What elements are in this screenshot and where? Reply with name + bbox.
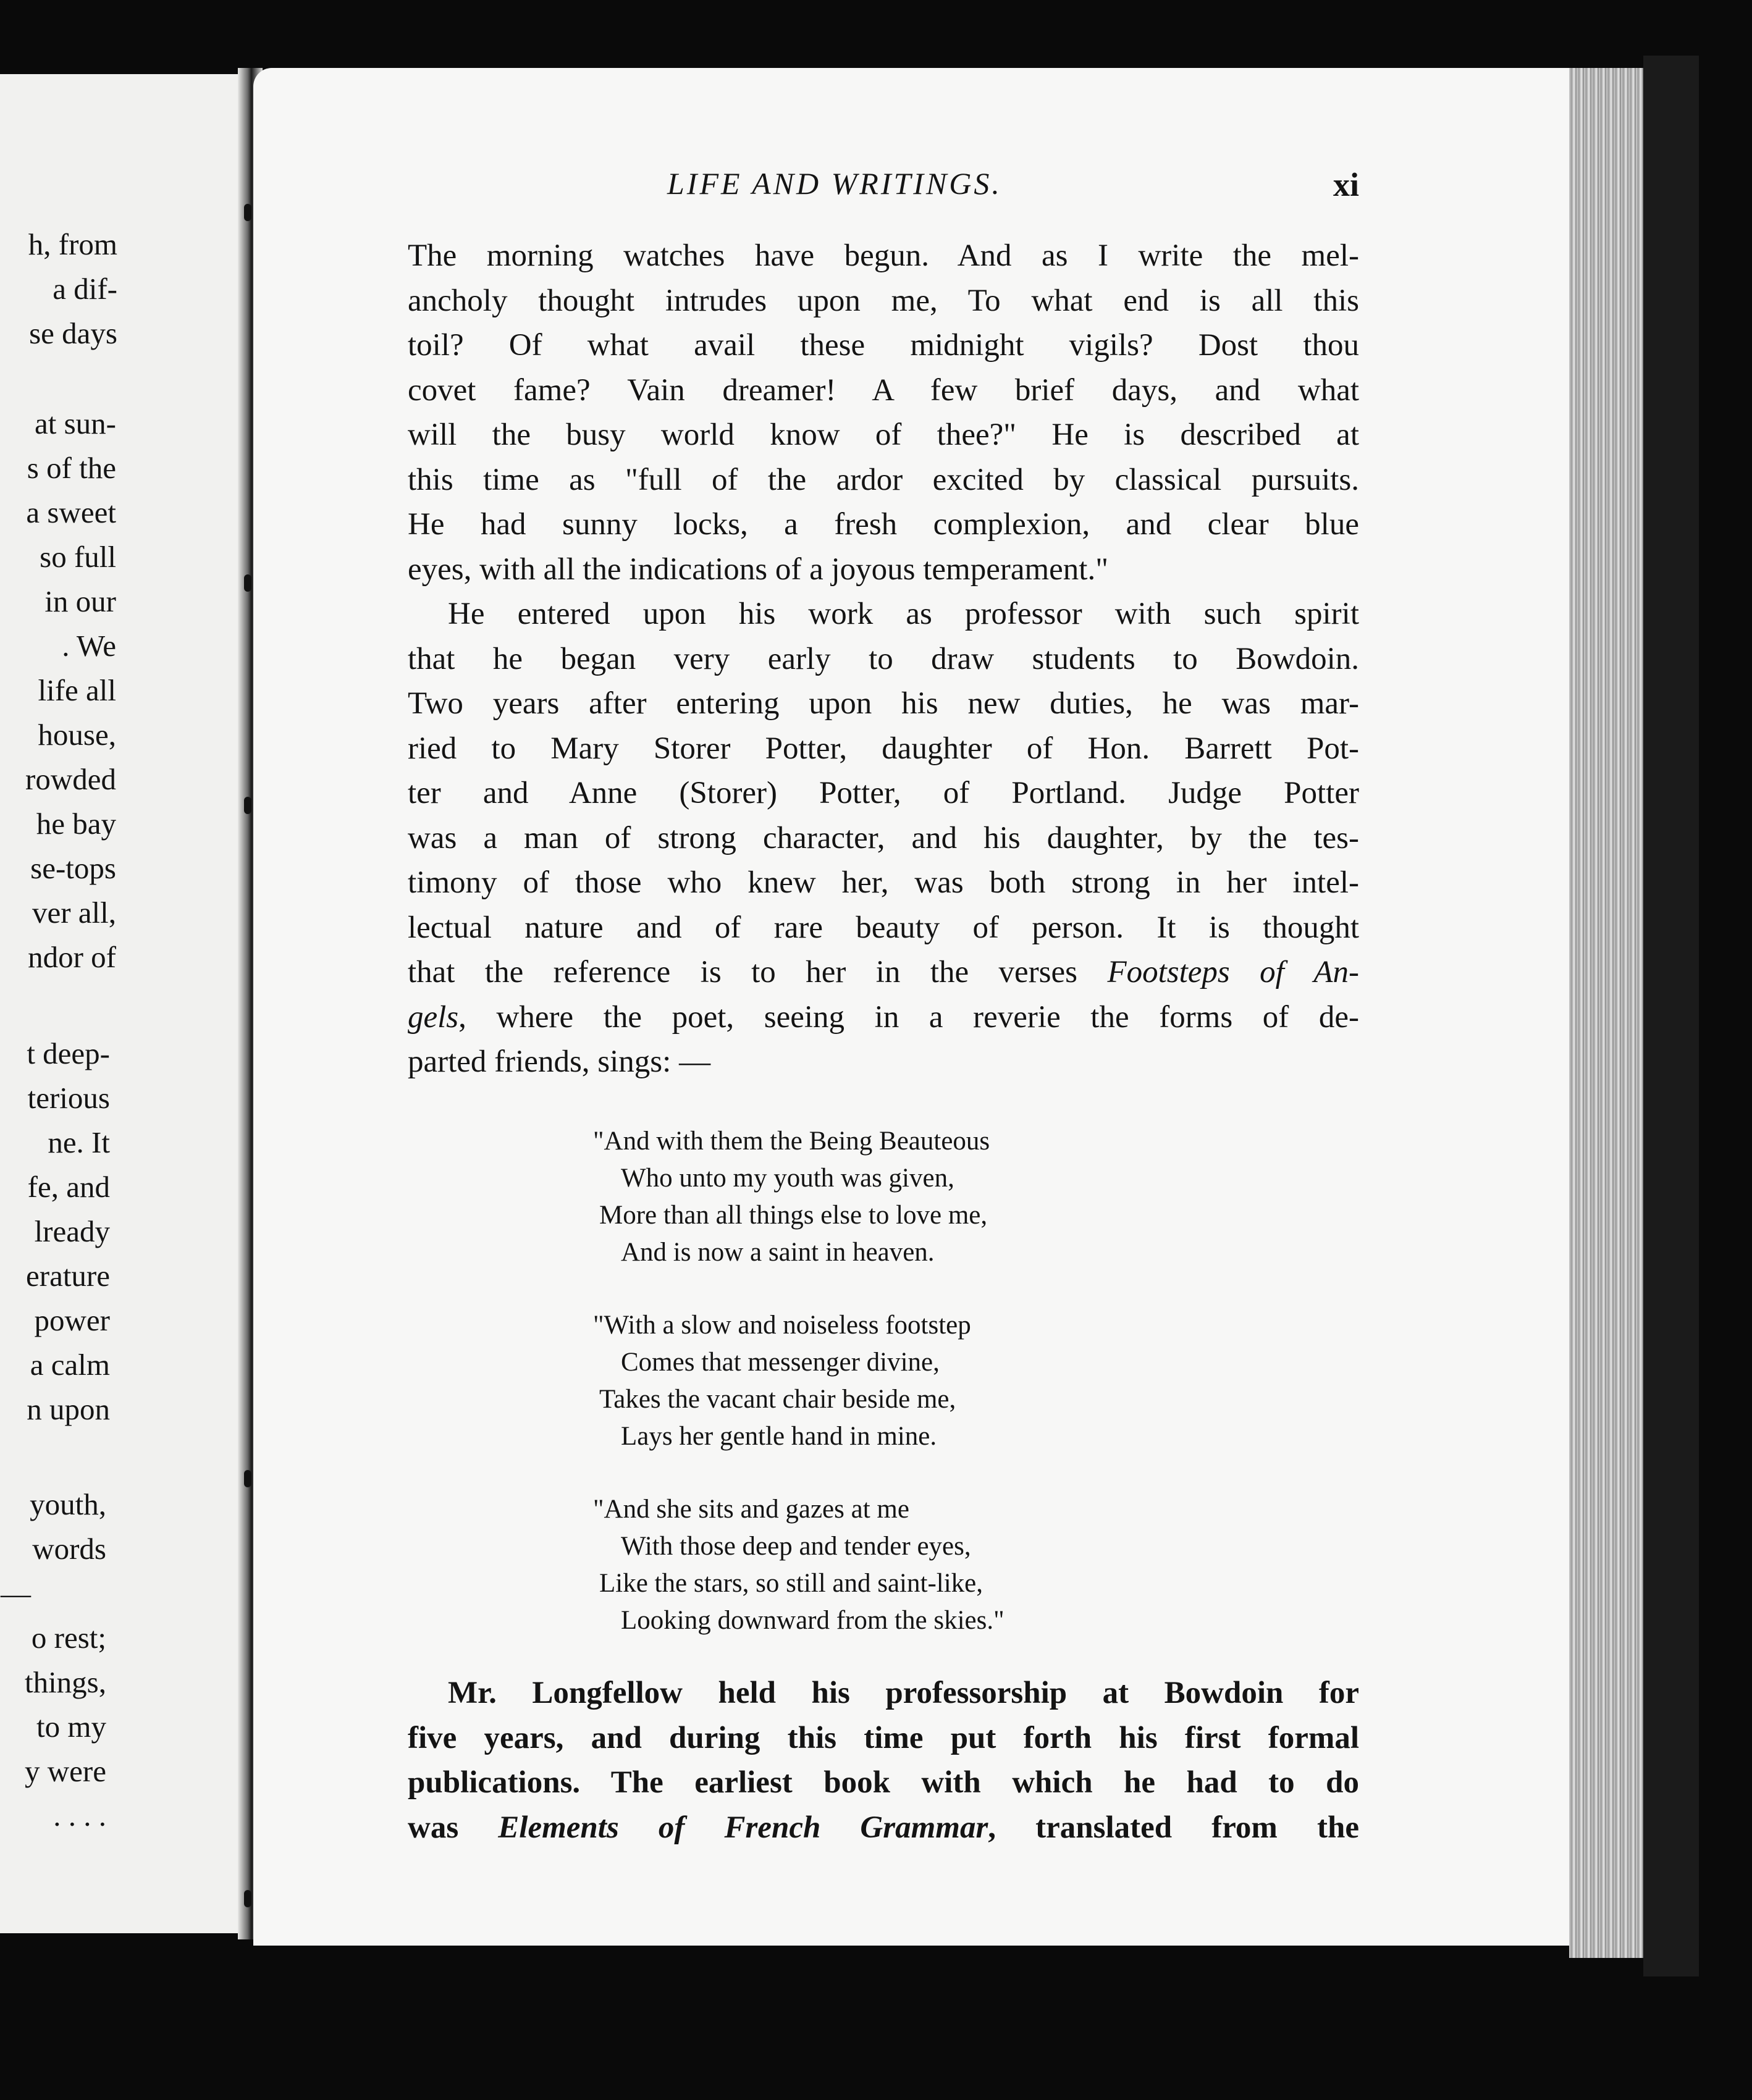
poem-line: Who unto my youth was given,	[621, 1164, 954, 1193]
page-block-edge	[1569, 68, 1643, 1958]
paragraph-1	[408, 233, 1359, 592]
left-page-line: at sun-	[35, 406, 116, 440]
paragraph-2	[408, 592, 1359, 1085]
left-page-line: se days	[29, 316, 117, 350]
left-page-line: he bay	[36, 807, 116, 841]
binding-thread-mark	[244, 797, 251, 814]
paragraph-3	[408, 1671, 1359, 1850]
book-cover-edge	[1643, 56, 1699, 1976]
poem-quotation	[593, 1123, 1211, 1675]
left-page-line: words	[32, 1532, 106, 1566]
text-line: parted friends, sings: —	[408, 1044, 711, 1079]
left-page-line: h, from	[28, 227, 117, 261]
left-page-line: fe, and	[27, 1170, 110, 1204]
left-page-line: ver all,	[32, 896, 116, 930]
left-page-line: a calm	[30, 1348, 110, 1382]
text-line: was Elements of French Grammar, translated from the	[408, 1810, 1359, 1845]
left-page-line: so full	[40, 540, 116, 574]
text-line: The morning watches have begun. And as I write the mel-	[408, 238, 1359, 273]
left-page-line: a dif-	[53, 272, 117, 306]
left-page-line: ndor of	[28, 940, 116, 974]
left-page-line: . . . .	[53, 1799, 106, 1833]
left-page-line: erature	[26, 1259, 110, 1293]
poem-stanza-1	[593, 1123, 1211, 1271]
running-head: LIFE AND WRITINGS.	[667, 166, 1002, 201]
left-page-line: n upon	[27, 1392, 110, 1426]
left-page-line: . We	[62, 629, 116, 663]
text-line: ried to Mary Storer Potter, daughter of Hon. Barrett Pot-	[408, 731, 1359, 766]
text-line: He entered upon his work as professor with such spirit	[448, 597, 1359, 631]
left-page-line: youth,	[30, 1487, 106, 1521]
left-page-line: se-tops	[30, 851, 116, 885]
poem-line: "And with them the Being Beauteous	[593, 1127, 990, 1156]
binding-thread-mark	[244, 204, 251, 221]
page-header	[408, 166, 1359, 215]
text-line: this time as "full of the ardor excited by classical pursuits.	[408, 462, 1359, 497]
poem-line: "And she sits and gazes at me	[593, 1495, 909, 1524]
binding-thread-mark	[244, 1470, 251, 1487]
left-page-line: terious	[27, 1081, 110, 1115]
page-number: xi	[1333, 166, 1359, 203]
left-page-line: power	[34, 1303, 110, 1337]
left-page-line: in our	[44, 584, 116, 618]
left-page-line: life all	[38, 673, 116, 707]
text-line: Two years after entering upon his new duties, he was mar-	[408, 686, 1359, 721]
poem-line: Looking downward from the skies."	[621, 1606, 1004, 1635]
text-line: He had sunny locks, a fresh complexion, and clear blue	[408, 507, 1359, 542]
text-line: gels, where the poet, seeing in a reverie the forms of de-	[408, 999, 1359, 1035]
poem-line: And is now a saint in heaven.	[621, 1238, 935, 1267]
poem-line: Like the stars, so still and saint-like,	[599, 1569, 983, 1598]
left-page-line: t deep-	[27, 1036, 110, 1070]
text-line: ancholy thought intrudes upon me, To what end is all this	[408, 283, 1359, 318]
left-page-line: to my	[36, 1710, 106, 1744]
poem-stanza-3	[593, 1491, 1211, 1639]
text-line: five years, and during this time put forth his first formal	[408, 1720, 1359, 1755]
left-page-line: lready	[34, 1214, 110, 1248]
poem-line: Comes that messenger divine,	[621, 1348, 940, 1377]
left-page-line: y were	[25, 1754, 106, 1788]
binding-thread-mark	[244, 574, 251, 592]
left-page-line: things,	[24, 1665, 106, 1699]
text-line: that the reference is to her in the verses Footsteps of An-	[408, 955, 1359, 989]
body-text	[408, 233, 1359, 1085]
poem-line: "With a slow and noiseless footstep	[593, 1311, 971, 1340]
text-line: will the busy world know of thee?" He is described at	[408, 418, 1359, 452]
text-line: ter and Anne (Storer) Potter, of Portland. Judge Potter	[408, 776, 1359, 810]
text-line: that he began very early to draw students to Bowdoin.	[408, 641, 1359, 676]
left-page-line: a sweet	[26, 495, 116, 529]
left-page-line: rowded	[25, 762, 116, 796]
text-line: toil? Of what avail these midnight vigils? Dost thou	[408, 328, 1359, 363]
binding-thread-mark	[244, 1890, 251, 1907]
left-page-line: —	[1, 1576, 31, 1610]
poem-line: Lays her gentle hand in mine.	[621, 1422, 937, 1451]
text-line: covet fame? Vain dreamer! A few brief days, and what	[408, 372, 1359, 408]
left-page-line: s of the	[27, 451, 116, 485]
text-line: timony of those who knew her, was both strong in her intel-	[408, 865, 1359, 900]
text-line: eyes, with all the indications of a joyous temperament."	[408, 552, 1109, 587]
text-line: lectual nature and of rare beauty of person. It is thought	[408, 910, 1359, 945]
text-line: Mr. Longfellow held his professorship at Bowdoin for	[448, 1676, 1359, 1710]
left-facing-page	[0, 74, 247, 1933]
poem-line: Takes the vacant chair beside me,	[599, 1385, 956, 1414]
left-page-line: ne. It	[48, 1125, 110, 1159]
poem-line: With those deep and tender eyes,	[621, 1532, 971, 1561]
text-line: was a man of strong character, and his daughter, by the tes-	[408, 820, 1359, 855]
poem-line: More than all things else to love me,	[599, 1201, 988, 1230]
poem-stanza-2	[593, 1307, 1211, 1455]
left-page-line: o rest;	[31, 1621, 106, 1655]
text-line: publications. The earliest book with which he had to do	[408, 1765, 1359, 1800]
left-page-line: house,	[38, 718, 116, 752]
